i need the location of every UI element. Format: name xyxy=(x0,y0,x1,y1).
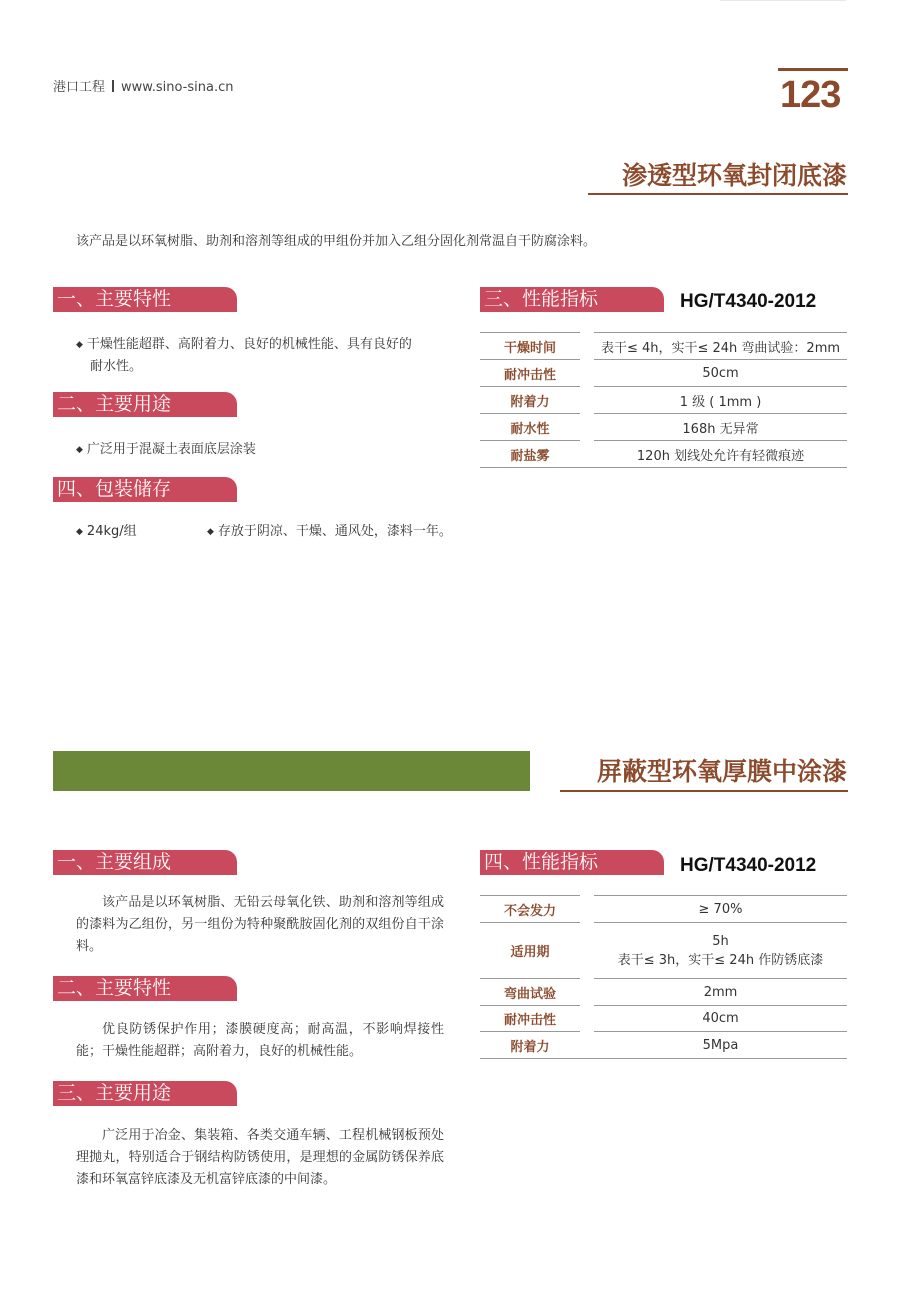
product1-features-banner: 一、主要特性 xyxy=(53,287,237,312)
product2-standard: HG/T4340-2012 xyxy=(680,855,817,876)
spec-key: 耐盐雾 xyxy=(480,441,580,468)
product2-title-rule xyxy=(560,790,848,792)
product2-features-text: 优良防锈保护作用；漆膜硬度高；耐高温，不影响焊接性能；干燥性能超群；高附着力，良好的机械性能。 xyxy=(76,1022,444,1059)
spec-value xyxy=(594,923,847,979)
spec-key: 干燥时间 xyxy=(480,333,580,360)
spec-value: 2mm xyxy=(594,979,847,1006)
spec-value: 50cm xyxy=(594,360,847,387)
product1-uses-banner: 二、主要用途 xyxy=(53,392,237,417)
product1-title: 渗透型环氧封闭底漆 xyxy=(621,161,847,190)
spec-value: ≥ 70% xyxy=(594,896,847,923)
product1-packaging-bullet2 xyxy=(207,520,452,539)
spec-value: 40cm xyxy=(594,1006,847,1032)
spec-key: 附着力 xyxy=(480,1032,580,1059)
header-separator xyxy=(112,80,114,92)
product1-features-line1: 干燥性能超群、高附着力、良好的机械性能、具有良好的 xyxy=(86,337,412,352)
spec-key: 适用期 xyxy=(480,923,580,979)
spec-row xyxy=(480,923,847,979)
top-decor-line xyxy=(720,0,846,1)
product2-spec-table xyxy=(480,895,847,1059)
product2-composition-banner: 一、主要组成 xyxy=(53,850,237,875)
product1-title-rule xyxy=(588,193,848,195)
bullet-diamond-icon: ◆ xyxy=(76,340,83,350)
product1-packaging-weight: 24kg/组 xyxy=(86,524,137,539)
page-header xyxy=(53,76,233,95)
spec-row xyxy=(480,441,847,468)
bullet-diamond-icon: ◆ xyxy=(76,445,83,455)
product1-packaging-bullet1 xyxy=(76,520,137,539)
spec-value: 168h 无异常 xyxy=(594,414,847,441)
spec-row xyxy=(480,387,847,414)
spec-row xyxy=(480,360,847,387)
product2-uses-text: 广泛用于冶金、集装箱、各类交通车辆、工程机械钢板预处理抛丸，特别适合于钢结构防锈使用，是理想的金属防锈保养底漆和环氧富锌底漆及无机富锌底漆的中间漆。 xyxy=(76,1128,444,1187)
spec-key: 耐水性 xyxy=(480,414,580,441)
spec-value: 5Mpa xyxy=(594,1032,847,1059)
product1-packaging-banner: 四、包装储存 xyxy=(53,477,237,502)
spec-key: 不会发力 xyxy=(480,896,580,923)
product2-uses-banner: 三、主要用途 xyxy=(53,1081,237,1106)
product1-uses-bullet xyxy=(76,438,256,457)
product2-performance-banner: 四、性能指标 xyxy=(480,850,664,875)
product2-features-banner: 二、主要特性 xyxy=(53,976,237,1001)
bullet-diamond-icon: ◆ xyxy=(76,527,83,537)
header-title: 港口工程 xyxy=(53,80,106,95)
spec-value: 120h 划线处允许有轻微痕迹 xyxy=(594,441,847,468)
spec-row xyxy=(480,1032,847,1059)
spec-value-line1: 5h xyxy=(712,933,729,949)
product1-packaging-storage: 存放于阴凉、干燥、通风处，漆料一年。 xyxy=(217,524,452,539)
spec-value: 1 级 ( 1mm ) xyxy=(594,387,847,414)
product1-uses-text: 广泛用于混凝土表面底层涂装 xyxy=(86,442,256,457)
spec-row xyxy=(480,1006,847,1032)
header-website[interactable]: www.sino-sina.cn xyxy=(121,80,234,95)
page-number: 123 xyxy=(780,74,841,116)
product1-performance-banner: 三、性能指标 xyxy=(480,287,664,312)
product2-composition-text: 该产品是以环氧树脂、无铅云母氧化铁、助剂和溶剂等组成的漆料为乙组份，另一组份为特种聚酰胺固化剂的双组份自干涂料。 xyxy=(76,895,444,954)
spec-key: 耐冲击性 xyxy=(480,1006,580,1032)
product2-accent-bar xyxy=(53,751,530,791)
product1-standard: HG/T4340-2012 xyxy=(680,291,817,312)
product1-spec-table xyxy=(480,332,847,468)
spec-value-line2: 表干≤ 3h，实干≤ 24h 作防锈底漆 xyxy=(617,952,824,968)
spec-value: 表干≤ 4h，实干≤ 24h 弯曲试验：2mm xyxy=(594,333,847,360)
spec-key: 弯曲试验 xyxy=(480,979,580,1006)
spec-row xyxy=(480,414,847,441)
spec-key: 耐冲击性 xyxy=(480,360,580,387)
spec-row xyxy=(480,979,847,1006)
product1-features-bullet xyxy=(76,333,412,352)
page-number-rule xyxy=(778,68,848,71)
spec-row xyxy=(480,896,847,923)
product1-features-line2: 耐水性。 xyxy=(90,359,143,374)
product2-title: 屏蔽型环氧厚膜中涂漆 xyxy=(596,757,847,786)
product1-intro: 该产品是以环氧树脂、助剂和溶剂等组成的甲组份并加入乙组分固化剂常温自干防腐涂料。 xyxy=(76,234,597,249)
bullet-diamond-icon: ◆ xyxy=(207,527,214,537)
spec-row xyxy=(480,333,847,360)
spec-key: 附着力 xyxy=(480,387,580,414)
